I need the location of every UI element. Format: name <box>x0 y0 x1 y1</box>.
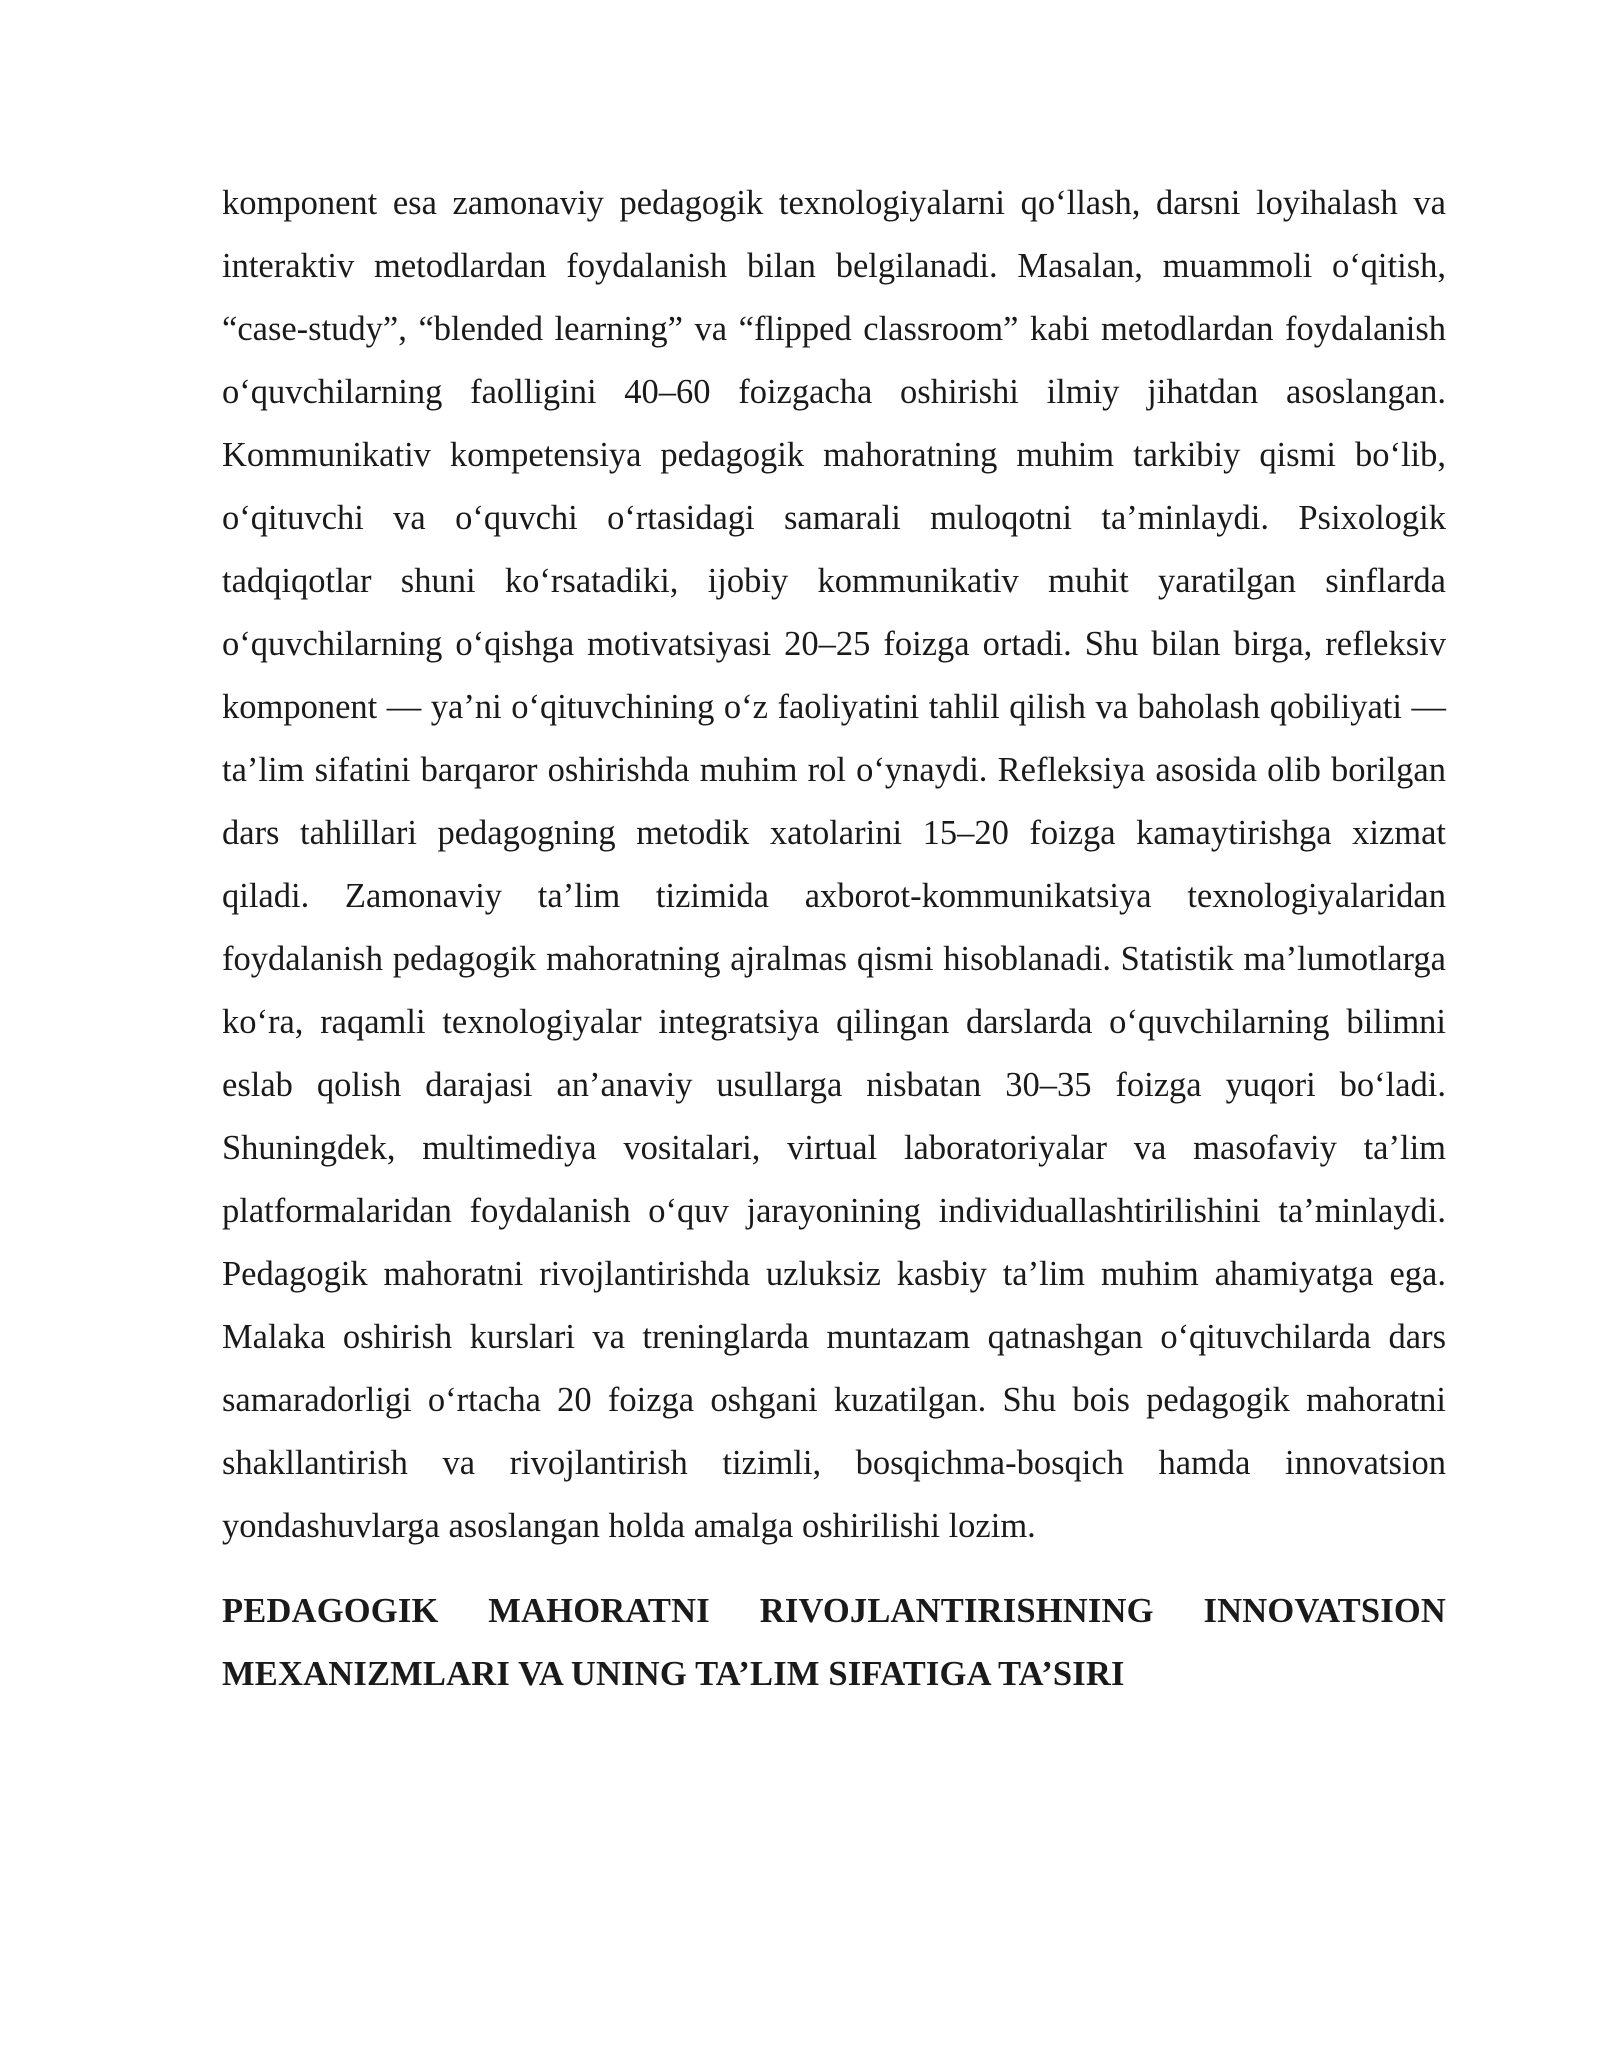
page-content <box>222 172 1446 1706</box>
body-paragraph: komponent esa zamonaviy pedagogik texnologiyalarni qo‘llash, darsni loyihalash va interaktiv metodlardan foydalanish bilan belgilanadi. Masalan, muammoli o‘qitish, “case-study”, “blended learning” va “flipped classroom” kabi metodlardan foydalanish o‘quvchilarning faolligini 40–60 foizgacha oshirishi ilmiy jihatdan asoslangan. Kommunikativ kompetensiya pedagogik mahoratning muhim tarkibiy qismi bo‘lib, o‘qituvchi va o‘quvchi o‘rtasidagi samarali muloqotni ta’minlaydi. Psixologik tadqiqotlar shuni ko‘rsatadiki, ijobiy kommunikativ muhit yaratilgan sinflarda o‘quvchilarning o‘qishga motivatsiyasi 20–25 foizga ortadi. Shu bilan birga, refleksiv komponent — ya’ni o‘qituvchining o‘z faoliyatini tahlil qilish va baholash qobiliyati — ta’lim sifatini barqaror oshirishda muhim rol o‘ynaydi. Refleksiya asosida olib borilgan dars tahlillari pedagogning metodik xatolarini 15–20 foizga kamaytirishga xizmat qiladi. Zamonaviy ta’lim tizimida axborot-kommunikatsiya texnologiyalaridan foydalanish pedagogik mahoratning ajralmas qismi hisoblanadi. Statistik ma’lumotlarga ko‘ra, raqamli texnologiyalar integratsiya qilingan darslarda o‘quvchilarning bilimni eslab qolish darajasi an’anaviy usullarga nisbatan 30–35 foizga yuqori bo‘ladi. Shuningdek, multimediya vositalari, virtual laboratoriyalar va masofaviy ta’lim platformalaridan foydalanish o‘quv jarayonining individuallashtirilishini ta’minlaydi. Pedagogik mahoratni rivojlantirishda uzluksiz kasbiy ta’lim muhim ahamiyatga ega. Malaka oshirish kurslari va treninglarda muntazam qatnashgan o‘qituvchilarda dars samaradorligi o‘rtacha 20 foizga oshgani kuzatilgan. Shu bois pedagogik mahoratni shakllantirish va rivojlantirish tizimli, bosqichma-bosqich hamda innovatsion yondashuvlarga asoslangan holda amalga oshirilishi lozim. <box>222 184 1446 1545</box>
section-heading: PEDAGOGIK MAHORATNI RIVOJLANTIRISHNING INNOVATSION MEXANIZMLARI VA UNING TA’LIM SIFATIGA TA’SIRI <box>222 1592 1446 1693</box>
